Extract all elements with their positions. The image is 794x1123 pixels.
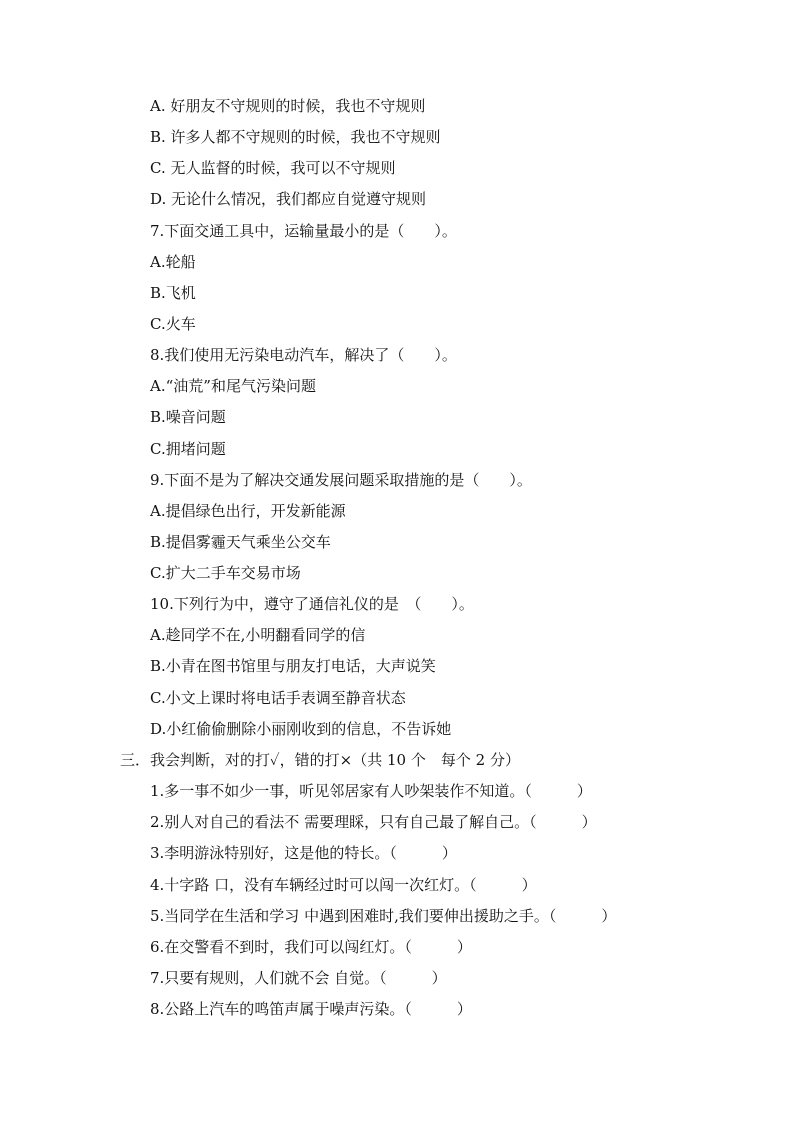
judgement-4: 4.十字路 口，没有车辆经过时可以闯一次红灯。（ ） [150, 876, 537, 894]
option-q6-c: C. 无人监督的时候，我可以不守规则 [150, 159, 396, 177]
option-q8-c: C.拥堵问题 [150, 440, 226, 458]
option-q6-d: D. 无论什么情况，我们都应自觉遵守规则 [150, 190, 427, 208]
option-q10-a: A.趁同学不在,小明翻看同学的信 [150, 626, 366, 644]
option-q6-b: B. 许多人都不守规则的时候，我也不守规则 [150, 128, 441, 146]
judgement-1: 1.多一事不如少一事，听见邻居家有人吵架装作不知道。（ ） [150, 782, 592, 800]
option-q8-a: A.“油荒”和尾气污染问题 [150, 377, 316, 395]
judgement-3: 3.李明游泳特别好，这是他的特长。（ ） [150, 844, 457, 862]
section-3-heading: 三．我会判断，对的打✓，错的打×（共 10 个 每个 2 分） [120, 751, 520, 769]
option-q6-a: A. 好朋友不守规则的时候，我也不守规则 [150, 97, 426, 115]
option-q8-b: B.噪音问题 [150, 408, 226, 426]
option-q9-c: C.扩大二手车交易市场 [150, 564, 301, 582]
judgement-5: 5.当同学在生活和学习 中遇到困难时,我们要伸出援助之手。（ ） [150, 907, 617, 925]
option-q10-c: C.小文上课时将电话手表调至静音状态 [150, 689, 406, 707]
option-q7-a: A.轮船 [150, 253, 196, 271]
judgement-7: 7.只要有规则，人们就不会 自觉。（ ） [150, 969, 447, 987]
option-q10-b: B.小青在图书馆里与朋友打电话，大声说笑 [150, 657, 436, 675]
option-q7-b: B.飞机 [150, 284, 196, 302]
question-8: 8.我们使用无污染电动汽车，解决了（ ）。 [150, 346, 457, 364]
question-7: 7.下面交通工具中，运输量最小的是（ ）。 [150, 222, 457, 240]
judgement-6: 6.在交警看不到时，我们可以闯红灯。（ ） [150, 938, 472, 956]
judgement-2: 2.别人对自己的看法不 需要理睬，只有自己最了解自己。（ ） [150, 813, 597, 831]
judgement-8: 8.公路上汽车的鸣笛声属于噪声污染。（ ） [150, 1000, 472, 1018]
option-q7-c: C.火车 [150, 315, 196, 333]
option-q9-b: B.提倡雾霾天气乘坐公交车 [150, 533, 331, 551]
option-q9-a: A.提倡绿色出行，开发新能源 [150, 502, 346, 520]
option-q10-d: D.小红偷偷删除小丽刚收到的信息，不告诉她 [150, 720, 452, 738]
question-9: 9.下面不是为了解决交通发展问题采取措施的是（ ）。 [150, 471, 532, 489]
question-10: 10.下列行为中，遵守了通信礼仪的是 （ ）。 [150, 595, 474, 613]
